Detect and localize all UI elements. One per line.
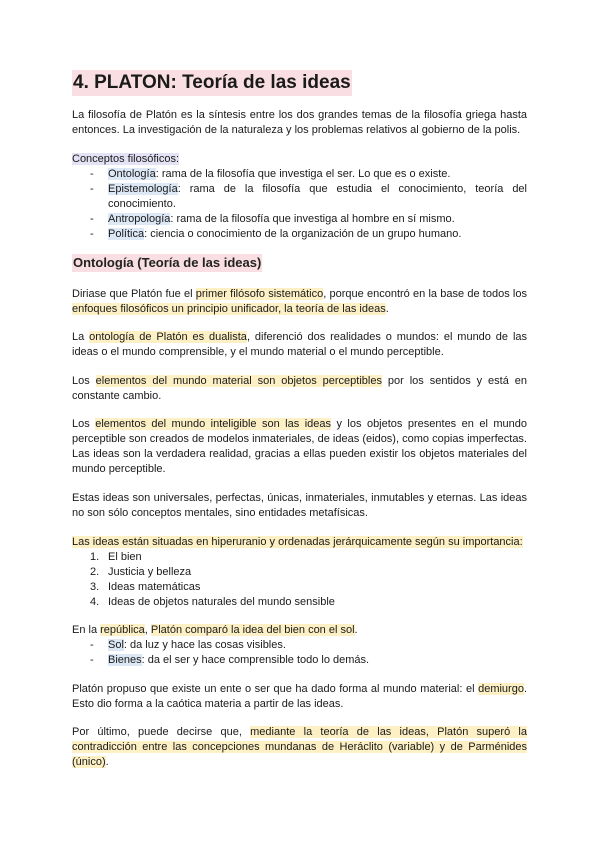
concept-desc: : rama de la filosofía que investiga el ser. Lo que es o existe. <box>155 168 451 180</box>
paragraph-8 <box>72 682 527 712</box>
text-run: La <box>72 331 90 343</box>
text-run: Los <box>72 418 96 430</box>
text-run: , diferenció dos realidades o mundos: el mundo de las ideas o el mundo comprensible, y el mundo material o el mundo perceptible. <box>72 331 527 358</box>
concepts-list <box>72 167 527 242</box>
highlight: primer filósofo sistemático <box>195 288 324 300</box>
list-item <box>72 595 527 610</box>
list-item <box>72 550 527 565</box>
text-run: En la <box>72 624 101 636</box>
list-number: 3. <box>90 581 100 593</box>
list-number: 2. <box>90 566 100 578</box>
page-title: 4. PLATON: Teoría de las ideas <box>72 70 352 96</box>
paragraph-2 <box>72 330 527 360</box>
paragraph-9 <box>72 725 527 770</box>
highlight: enfoques filosóficos un principio unificador, la teoría de las ideas <box>72 303 386 315</box>
paragraph-5: Estas ideas son universales, perfectas, únicas, inmateriales, inmutables y eternas. Las ideas no son sólo conceptos mentales, sino entidades metafísicas. <box>72 492 527 519</box>
paragraph-7 <box>72 623 527 638</box>
list-item <box>72 638 527 653</box>
list-item <box>72 182 527 212</box>
highlight: mediante la teoría de las ideas, Platón superó la contradicción entre las concepciones mundanas de Heráclito (variable) y de Parménides (único) <box>72 726 527 768</box>
list-item <box>72 212 527 227</box>
paragraph-4 <box>72 417 527 477</box>
list-item <box>72 653 527 668</box>
text-run: , porque encontró en la base de todos los <box>323 288 527 300</box>
highlight: Platón comparó la idea del bien con el sol <box>150 624 355 636</box>
text-run: Por último, puede decirse que, <box>72 726 251 738</box>
concept-desc: : ciencia o conocimiento de la organización de un grupo humano. <box>144 228 462 240</box>
highlight: república <box>100 624 145 636</box>
text-run: por los sentidos y está en constante cambio. <box>72 375 528 402</box>
section-title: Ontología (Teoría de las ideas) <box>73 255 262 270</box>
sun-term: Bienes <box>108 654 142 666</box>
intro-paragraph: La filosofía de Platón es la síntesis entre los dos grandes temas de la filosofía griega hasta entonces. La investigación de la naturaleza y los problemas relativos al gobierno de la polis. <box>72 109 527 136</box>
concept-desc: : rama de la filosofía que estudia el conocimiento, teoría del conocimiento. <box>108 183 527 210</box>
text-run: Los <box>72 375 96 387</box>
paragraph-6 <box>72 535 527 550</box>
list-number: 4. <box>90 596 100 608</box>
highlight: elementos del mundo material son objetos perceptibles <box>95 375 382 387</box>
concept-term: Antropología <box>108 213 171 225</box>
sun-term: Sol <box>108 639 124 651</box>
sun-desc: : da luz y hace las cosas visibles. <box>123 639 286 651</box>
text-run: , <box>144 624 151 636</box>
sun-desc: : da el ser y hace comprensible todo lo demás. <box>141 654 370 666</box>
list-number: 1. <box>90 551 100 563</box>
text-run: y los objetos presentes en el mundo perceptible son creados de modelos inmateriales, de ideas (eidos), como copias imperfectas. Las ideas son la verdadera realidad, gracias a ellas pueden existir los objetos materiales del mundo perceptible. <box>72 418 527 475</box>
concept-desc: : rama de la filosofía que investiga al hombre en sí mismo. <box>170 213 455 225</box>
list-item <box>72 167 527 182</box>
highlight: ontología de Platón es dualista <box>89 331 247 343</box>
concepts-heading-text: Conceptos filosóficos: <box>72 153 179 165</box>
paragraph-3 <box>72 374 527 404</box>
list-item <box>72 580 527 595</box>
list-text: Ideas matemáticas <box>108 581 201 593</box>
list-text: El bien <box>108 551 142 563</box>
list-text: Justicia y belleza <box>108 566 192 578</box>
concept-term: Ontología <box>108 168 156 180</box>
highlight: Las ideas están situadas en hiperuranio y ordenadas jerárquicamente según su importancia: <box>72 536 523 548</box>
text-run: . Esto dio forma a la caótica materia a partir de las ideas. <box>72 683 527 710</box>
text-run: . <box>105 756 109 768</box>
text-run: Diriase que Platón fue el <box>72 288 196 300</box>
text-run: Platón propuso que existe un ente o ser que ha dado forma al mundo material: el <box>72 683 479 695</box>
sun-list <box>72 638 527 668</box>
list-text: Ideas de objetos naturales del mundo sensible <box>108 596 335 608</box>
text-run: . <box>354 624 358 636</box>
concept-term: Epistemología <box>108 183 178 195</box>
text-run: . <box>385 303 389 315</box>
concept-term: Política <box>108 228 145 240</box>
concepts-heading <box>72 152 527 167</box>
list-item <box>72 565 527 580</box>
highlight: elementos del mundo inteligible son las ideas <box>95 418 331 430</box>
ideas-hierarchy-list <box>72 550 527 610</box>
list-item <box>72 227 527 242</box>
paragraph-1 <box>72 287 527 317</box>
highlight: demiurgo <box>478 683 524 695</box>
